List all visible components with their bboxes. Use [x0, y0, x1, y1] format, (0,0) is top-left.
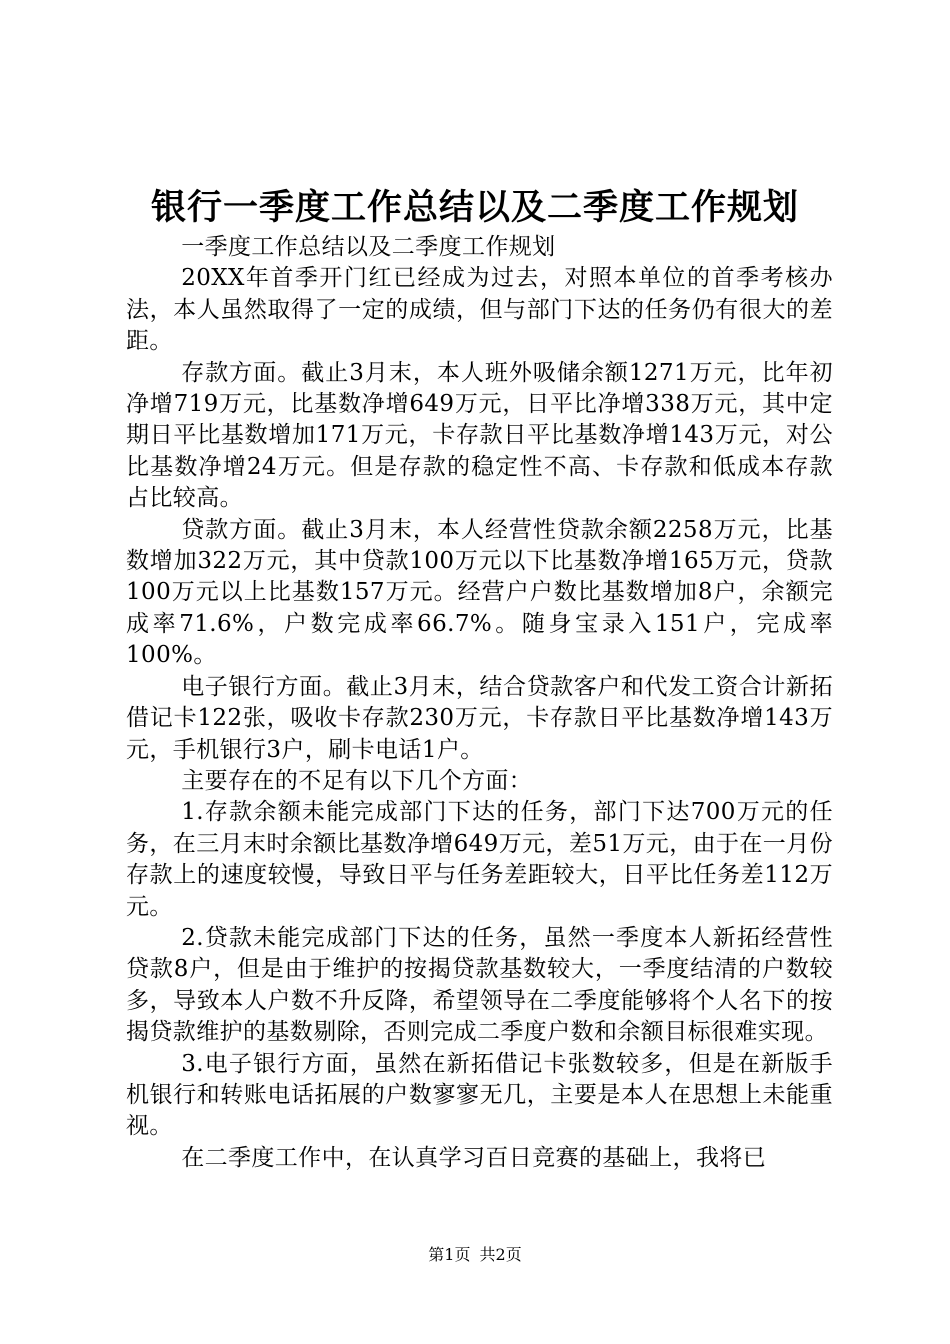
document-body: [126, 232, 833, 1174]
subtitle-paragraph: 一季度工作总结以及二季度工作规划: [181, 234, 556, 260]
page-footer: [0, 1243, 950, 1267]
document-title: 银行一季度工作总结以及二季度工作规划: [150, 187, 799, 228]
plan-paragraph: 在二季度工作中，在认真学习百日竞赛的基础上，我将已: [181, 1144, 767, 1171]
ebank-paragraph: 电子银行方面。截止3月末，结合贷款客户和代发工资合计新拓借记卡122张，吸收卡存款230万元，卡存款日平比基数净增143万元，手机银行3户，刷卡电话1户。: [126, 673, 833, 763]
loan-paragraph: 贷款方面。截止3月末，本人经营性贷款余额2258万元，比基数增加322万元，其中贷款100万元以下比基数净增165万元，贷款100万元以上比基数157万元。经营户户数比基数增加8户，余额完成率71.6%，户数完成率66.7%。随身宝录入151户，完成率100%。: [126, 516, 833, 669]
page-number: 第1页: [428, 1245, 471, 1264]
shortcomings-heading: 主要存在的不足有以下几个方面：: [181, 767, 533, 794]
deposit-paragraph: 存款方面。截止3月末，本人班外吸储余额1271万元，比年初净增719万元，比基数净增649万元，日平比净增338万元，其中定期日平比基数增加171万元，卡存款日平比基数净增143万元，对公比基数净增24万元。但是存款的稳定性不高、卡存款和低成本存款占比较高。: [126, 359, 833, 512]
intro-paragraph: 20XX年首季开门红已经成为过去，对照本单位的首季考核办法，本人虽然取得了一定的成绩，但与部门下达的任务仍有很大的差距。: [126, 265, 833, 355]
page-total: 共2页: [479, 1245, 522, 1264]
shortcoming-item-2: 2.贷款未能完成部门下达的任务，虽然一季度本人新拓经营性贷款8户，但是由于维护的按揭贷款基数较大，一季度结清的户数较多，导致本人户数不升反降，希望领导在二季度能够将个人名下的按揭贷款维护的基数剔除，否则完成二季度户数和余额目标很难实现。: [126, 924, 833, 1046]
shortcoming-item-1: 1.存款余额未能完成部门下达的任务，部门下达700万元的任务，在三月末时余额比基数净增649万元，差51万元，由于在一月份存款上的速度较慢，导致日平与任务差距较大，日平比任务差112万元。: [126, 799, 833, 920]
shortcoming-item-3: 3.电子银行方面，虽然在新拓借记卡张数较多，但是在新版手机银行和转账电话拓展的户数寥寥无几，主要是本人在思想上未能重视。: [126, 1050, 833, 1140]
